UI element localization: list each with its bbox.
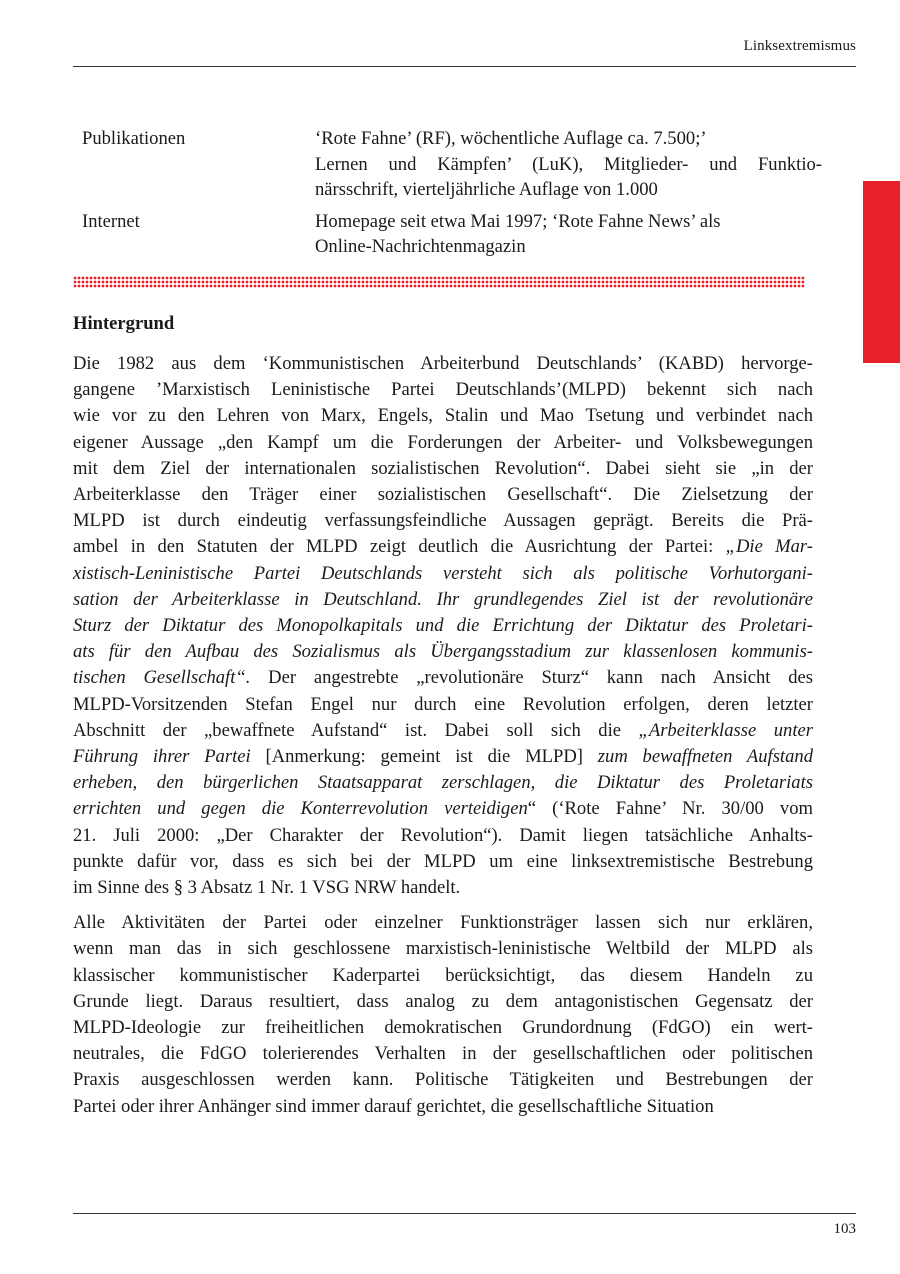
header-rule	[73, 66, 856, 67]
page-number: 103	[833, 1221, 856, 1237]
info-table	[82, 126, 822, 260]
text-run: [Anmerkung: gemeint ist die MLPD]	[265, 746, 598, 768]
quote-text: „Die Mar-	[725, 536, 813, 558]
text-line	[73, 403, 813, 429]
text-line	[73, 692, 813, 718]
text-run: wenn man das in sich geschlossene marxistisch-leninistische Weltbild der MLPD als	[73, 938, 813, 960]
quote-text: Führung ihrer Partei	[73, 746, 266, 768]
text-line	[73, 875, 813, 901]
info-value-line: Lernen und Kämpfen’ (LuK), Mitglieder- und Funktio-	[315, 153, 822, 175]
info-value	[315, 209, 822, 260]
text-run: ambel in den Statuten der MLPD zeigt deutlich die Ausrichtung der Partei:	[73, 536, 726, 558]
text-run: Praxis ausgeschlossen werden kann. Politische Tätigkeiten und Bestrebungen der	[73, 1069, 813, 1091]
text-line	[73, 910, 813, 936]
text-line	[73, 1094, 813, 1120]
running-header-title: Linksextremismus	[743, 38, 856, 54]
info-row-publikationen	[82, 126, 822, 209]
info-value-line: Online-Nachrichtenmagazin	[315, 236, 526, 257]
text-run: MLPD ist durch eindeutig verfassungsfeindliche Aussagen geprägt. Bereits die Prä-	[73, 510, 813, 532]
text-run: punkte dafür vor, dass es sich bei der MLPD um eine linksextremistische Bestrebung	[73, 850, 813, 872]
text-line	[73, 770, 813, 796]
info-value-line: Homepage seit etwa Mai 1997; ‘Rote Fahne News’ als	[315, 210, 721, 232]
quote-text: tischen Gesellschaft“.	[73, 667, 251, 689]
text-line	[73, 1067, 813, 1093]
paragraph-2	[73, 910, 813, 1120]
text-line	[73, 351, 813, 377]
text-line	[73, 718, 813, 744]
text-line	[73, 377, 813, 403]
info-value-line: närsschrift, vierteljährliche Auflage von 1.000	[315, 179, 658, 200]
quote-text: „Arbeiterklasse unter	[638, 719, 813, 741]
text-line	[73, 587, 813, 613]
text-run: Der angestrebte „revolutionäre Sturz“ kann nach Ansicht des	[250, 667, 813, 689]
text-line	[73, 613, 813, 639]
text-line	[73, 1015, 813, 1041]
text-run: MLPD-Vorsitzenden Stefan Engel nur durch eine Revolution erfolgen, deren letzter	[73, 693, 813, 715]
info-value	[315, 126, 822, 209]
text-run: wie vor zu den Lehren von Marx, Engels, Stalin und Mao Tsetung und verbindet nach	[73, 405, 813, 427]
body-text	[73, 351, 813, 1120]
chapter-tab-marker	[863, 181, 900, 363]
text-line	[73, 936, 813, 962]
info-label: Internet	[82, 210, 140, 232]
text-run: im Sinne des § 3 Absatz 1 Nr. 1 VSG NRW handelt.	[73, 877, 461, 899]
text-run: neutrales, die FdGO tolerierendes Verhalten in der gesellschaftlichen oder politischen	[73, 1043, 813, 1065]
text-run: Die 1982 aus dem ‘Kommunistischen Arbeiterbund Deutschlands’ (KABD) hervorge-	[73, 353, 813, 374]
text-run: Arbeiterklasse den Träger einer sozialistischen Gesellschaft“. Die Zielsetzung der	[73, 484, 813, 506]
text-line	[73, 963, 813, 989]
text-run: Partei oder ihrer Anhänger sind immer darauf gerichtet, die gesellschaftliche Situation	[73, 1095, 714, 1117]
text-line	[73, 665, 813, 691]
text-run: “ (‘Rote Fahne’ Nr. 30/00 vom	[527, 798, 813, 820]
quote-text: xistisch-Leninistische Partei Deutschlands versteht sich als politische Vorhutorgani-	[73, 562, 813, 584]
info-label: Publikationen	[82, 128, 186, 149]
text-line	[73, 639, 813, 665]
section-heading: Hintergrund	[73, 313, 175, 334]
text-line	[73, 796, 813, 822]
text-line	[73, 456, 813, 482]
quote-text: sation der Arbeiterklasse in Deutschland. Ihr grundlegendes Ziel ist der revolutionäre	[73, 588, 813, 610]
quote-text: errichten und gegen die Konterrevolution verteidigen	[73, 798, 528, 820]
quote-text: Sturz der Diktatur des Monopolkapitals und die Errichtung der Diktatur des Proletari-	[73, 615, 813, 637]
info-value-line: ‘Rote Fahne’ (RF), wöchentliche Auflage ca. 7.500;’	[315, 128, 707, 149]
text-line	[73, 430, 813, 456]
text-run: klassischer kommunistischer Kaderpartei berücksichtigt, das diesem Handeln zu	[73, 964, 813, 986]
text-line	[73, 534, 813, 560]
text-line	[73, 1041, 813, 1067]
info-row-internet	[82, 209, 822, 260]
text-run: 21. Juli 2000: „Der Charakter der Revolution“). Damit liegen tatsächliche Anhalts-	[73, 824, 813, 846]
text-line	[73, 849, 813, 875]
quote-text: ats für den Aufbau des Sozialismus als Übergangsstadium zur klassenlosen kommunis-	[73, 641, 813, 663]
text-run: MLPD-Ideologie zur freiheitlichen demokratischen Grundordnung (FdGO) ein wert-	[73, 1017, 813, 1039]
text-line	[73, 989, 813, 1015]
text-run: Alle Aktivitäten der Partei oder einzelner Funktionsträger lassen sich nur erklären,	[73, 912, 813, 934]
text-run: Abschnitt der „bewaffnete Aufstand“ ist. Dabei soll sich die	[73, 719, 639, 741]
text-line	[73, 823, 813, 849]
quote-text: erheben, den bürgerlichen Staatsapparat zerschlagen, die Diktatur des Proletariats	[73, 772, 813, 794]
footer-rule	[73, 1213, 856, 1214]
text-line	[73, 508, 813, 534]
text-line	[73, 744, 813, 770]
text-run: gangene ’Marxistisch Leninistische Partei Deutschlands’(MLPD) bekennt sich nach	[73, 379, 813, 401]
text-run: mit dem Ziel der internationalen sozialistischen Revolution“. Dabei sieht sie „in der	[73, 457, 813, 479]
quote-text: zum bewaffneten Aufstand	[597, 746, 813, 768]
text-run: eigener Aussage „den Kampf um die Forderungen der Arbeiter- und Volksbewegungen	[73, 431, 813, 453]
dotted-separator	[73, 276, 805, 288]
text-line	[73, 561, 813, 587]
text-run: Grunde liegt. Daraus resultiert, dass analog zu dem antagonistischen Gegensatz der	[73, 990, 813, 1012]
text-line	[73, 482, 813, 508]
paragraph-1	[73, 351, 813, 901]
